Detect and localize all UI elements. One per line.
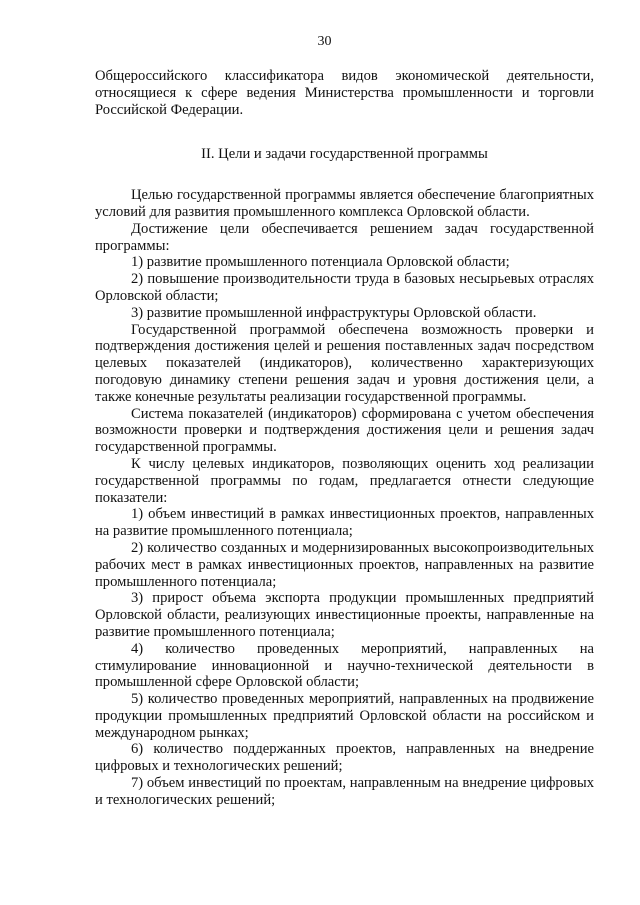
page-number: 30 bbox=[317, 34, 332, 49]
paragraph-verification: Государственной программой обеспечена возможность проверки и подтверждения достижения целей и решения поставленных задач посредством целевых показателей (индикаторов), количественно характеризующих погодовую динамику степени решения задач и уровня достижения цели, а также конечные результаты реализации государственной программы. bbox=[95, 321, 594, 405]
paragraph-goal: Целью государственной программы является обеспечение благоприятных условий для развития промышленного комплекса Орловской области. bbox=[95, 187, 594, 220]
indicator-item-5: 5) количество проведенных мероприятий, направленных на продвижение продукции промышленных предприятий Орловской области на российском и международном рынках; bbox=[95, 691, 594, 741]
indicator-item-6: 6) количество поддержанных проектов, направленных на внедрение цифровых и технологических решений; bbox=[95, 741, 594, 775]
paragraph-tasks-intro: Достижение цели обеспечивается решением задач государственной программы: bbox=[95, 220, 594, 254]
paragraph-indicators-intro: К числу целевых индикаторов, позволяющих оценить ход реализации государственной программы по годам, предлагается отнести следующие показатели: bbox=[95, 455, 594, 506]
indicator-item-1: 1) объем инвестиций в рамках инвестиционных проектов, направленных на развитие промышленного потенциала; bbox=[95, 506, 594, 540]
paragraph-indicator-system: Система показателей (индикаторов) сформирована с учетом обеспечения возможности проверки и подтверждения достижения цели и решения задач государственной программы. bbox=[95, 405, 594, 456]
task-item-2: 2) повышение производительности труда в базовых несырьевых отраслях Орловской области; bbox=[95, 271, 594, 304]
task-item-1: 1) развитие промышленного потенциала Орловской области; bbox=[131, 254, 510, 271]
indicator-item-7: 7) объем инвестиций по проектам, направленным на внедрение цифровых и технологических решений; bbox=[95, 775, 594, 808]
indicator-item-2: 2) количество созданных и модернизированных высокопроизводительных рабочих мест в рамках инвестиционных проектов, направленных на развитие промышленного потенциала; bbox=[95, 539, 594, 590]
intro-paragraph: Общероссийского классификатора видов экономической деятельности, относящиеся к сфере ведения Министерства промышленности и торговли Российской Федерации. bbox=[95, 68, 594, 118]
indicator-item-4: 4) количество проведенных мероприятий, направленных на стимулирование инновационной и научно-технической деятельности в промышленной сфере Орловской области; bbox=[95, 640, 594, 691]
indicator-item-3: 3) прирост объема экспорта продукции промышленных предприятий Орловской области, реализующих инвестиционные проекты, направленные на развитие промышленного потенциала; bbox=[95, 590, 594, 640]
task-item-3: 3) развитие промышленной инфраструктуры Орловской области. bbox=[131, 304, 537, 321]
section-title: II. Цели и задачи государственной программы bbox=[201, 146, 488, 163]
